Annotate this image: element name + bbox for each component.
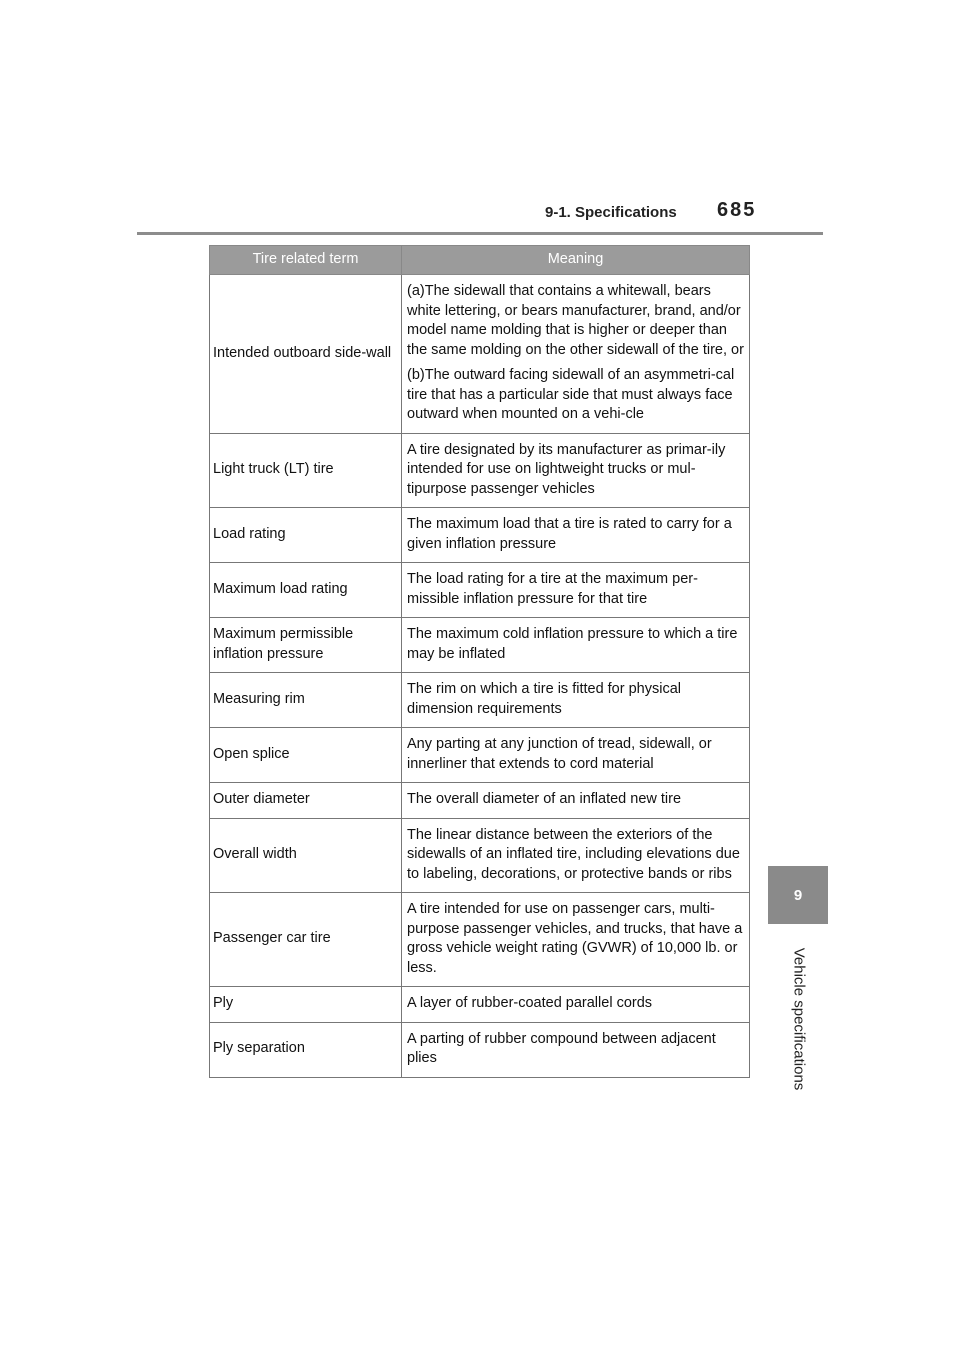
meaning-paragraph: (a)The sidewall that contains a whitewall, bears white lettering, or bears manufacturer, brand, and/or model name molding that is higher or deeper than the same molding on the other sidewall of the tire, or [407,283,744,358]
meaning-paragraph: The maximum load that a tire is rated to carry for a given inflation pressure [407,516,732,552]
term-cell: Outer diameter [210,783,402,819]
meaning-cell [402,987,750,1023]
chapter-number: 9 [793,886,803,904]
meaning-paragraph: The maximum cold inflation pressure to which a tire may be inflated [407,626,738,662]
table-header-row [210,246,750,275]
table-row [210,275,750,434]
section-title: 9-1. Specifications [545,204,677,221]
meaning-paragraph: A tire intended for use on passenger cars, multi-purpose passenger vehicles, and trucks, that have a gross vehicle weight rating (GVWR) of 10,000 lb. or less. [407,901,743,976]
chapter-label: Vehicle specifications [790,947,808,1091]
term-cell: Maximum permissible inflation pressure [210,618,402,673]
column-header-term: Tire related term [210,246,402,275]
table-row [210,563,750,618]
meaning-paragraph: Any parting at any junction of tread, sidewall, or innerliner that extends to cord material [407,736,712,772]
meaning-cell [402,618,750,673]
chapter-label-container [790,934,808,1104]
term-cell: Open splice [210,728,402,783]
term-cell: Maximum load rating [210,563,402,618]
term-cell: Load rating [210,508,402,563]
term-cell: Light truck (LT) tire [210,433,402,508]
table-row [210,783,750,819]
table-row [210,433,750,508]
term-cell: Intended outboard side-wall [210,275,402,434]
term-cell: Ply separation [210,1022,402,1077]
chapter-tab [768,866,828,924]
table-row [210,508,750,563]
term-cell: Passenger car tire [210,893,402,987]
table-row [210,728,750,783]
meaning-cell [402,893,750,987]
table-row [210,673,750,728]
term-cell: Measuring rim [210,673,402,728]
meaning-cell [402,818,750,893]
meaning-cell [402,508,750,563]
meaning-paragraph: The overall diameter of an inflated new tire [407,791,682,807]
meaning-cell [402,1022,750,1077]
meaning-cell [402,728,750,783]
meaning-cell [402,673,750,728]
meaning-paragraph: A parting of rubber compound between adjacent plies [407,1030,716,1066]
meaning-cell [402,563,750,618]
meaning-paragraph: The rim on which a tire is fitted for physical dimension requirements [407,681,681,717]
page-number: 685 [717,199,757,221]
term-cell: Ply [210,987,402,1023]
header-divider [137,232,823,235]
meaning-cell [402,275,750,434]
tire-terms-table [209,245,750,1078]
meaning-paragraph: A tire designated by its manufacturer as primar-ily intended for use on lightweight trucks or mul-tipurpose passenger vehicles [407,441,726,497]
meaning-paragraph: A layer of rubber-coated parallel cords [407,995,653,1011]
term-cell: Overall width [210,818,402,893]
column-header-meaning: Meaning [402,246,750,275]
table-row [210,818,750,893]
meaning-paragraph: The linear distance between the exteriors of the sidewalls of an inflated tire, including elevations due to labeling, decorations, or protective bands or ribs [407,826,740,882]
table-row [210,1022,750,1077]
table-row [210,987,750,1023]
meaning-cell [402,433,750,508]
meaning-paragraph: The load rating for a tire at the maximum per-missible inflation pressure for that tire [407,571,698,607]
meaning-paragraph: (b)The outward facing sidewall of an asymmetri-cal tire that has a particular side that must always face outward when mounted on a vehi-cle [407,367,735,422]
table-row [210,618,750,673]
table-row [210,893,750,987]
meaning-cell [402,783,750,819]
